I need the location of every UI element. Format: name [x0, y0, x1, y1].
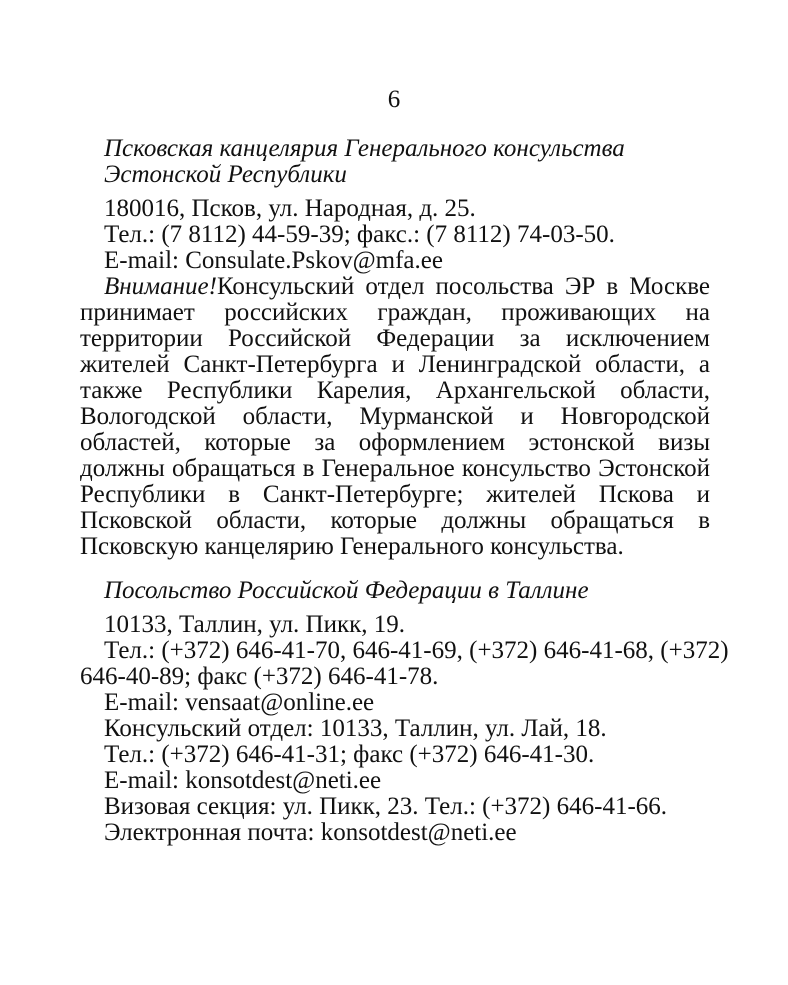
section-heading: Посольство Российской Федерации в Таллине	[104, 577, 589, 604]
email-line: E-mail: Consulate.Pskov@mfa.ee	[104, 247, 443, 274]
address-line: 10133, Таллин, ул. Пикк, 19.	[104, 611, 406, 638]
phone-line: Тел.: (7 8112) 44-59-39; факс.: (7 8112) 74-03-50.	[104, 221, 615, 248]
phone-line-continuation: 646-40-89; факс (+372) 646-41-78.	[80, 663, 439, 690]
section-russian-embassy	[80, 577, 729, 846]
consular-phone-line: Тел.: (+372) 646-41-31; факс (+372) 646-41-30.	[104, 741, 595, 768]
consular-address-line: Консульский отдел: 10133, Таллин, ул. Лай, 18.	[104, 715, 607, 742]
visa-email-line: Электронная почта: konsotdest@neti.ee	[104, 819, 517, 846]
address-line: 180016, Псков, ул. Народная, д. 25.	[104, 195, 476, 222]
section-heading-line1: Псковская канцелярия Генерального консульства	[104, 135, 625, 162]
page-number: 6	[387, 86, 401, 113]
section-pskov-chancellery	[80, 136, 710, 560]
visa-section-line: Визовая секция: ул. Пикк, 23. Тел.: (+372) 646-41-66.	[104, 793, 668, 820]
attention-paragraph	[80, 274, 710, 560]
phone-line: Тел.: (+372) 646-41-70, 646-41-69, (+372) 646-41-68, (+372)	[104, 637, 729, 664]
attention-label: Внимание!	[104, 273, 217, 300]
consular-email-line: E-mail: konsotdest@neti.ee	[104, 767, 382, 794]
section-heading-line2: Эстонской Республики	[104, 161, 347, 188]
email-line: E-mail: vensaat@online.ee	[104, 689, 375, 716]
attention-text: Консульский отдел посольства ЭР в Москве принимает российских граждан, проживающих на территории Российской Федерации за исключением жителей Санкт-Петербурга и Ленинградской области, а также Республики Карелия, Архангельской области, Вологодской области, Мурманской и Новгородской областей, которые за оформлением эстонской визы должны обращаться в Генеральное консульство Эстонской Республики в Санкт-Петербурге; жителей Пскова и Псковской области, которые должны обращаться в Псковскую канцелярию Генерального консульства.	[80, 273, 710, 560]
